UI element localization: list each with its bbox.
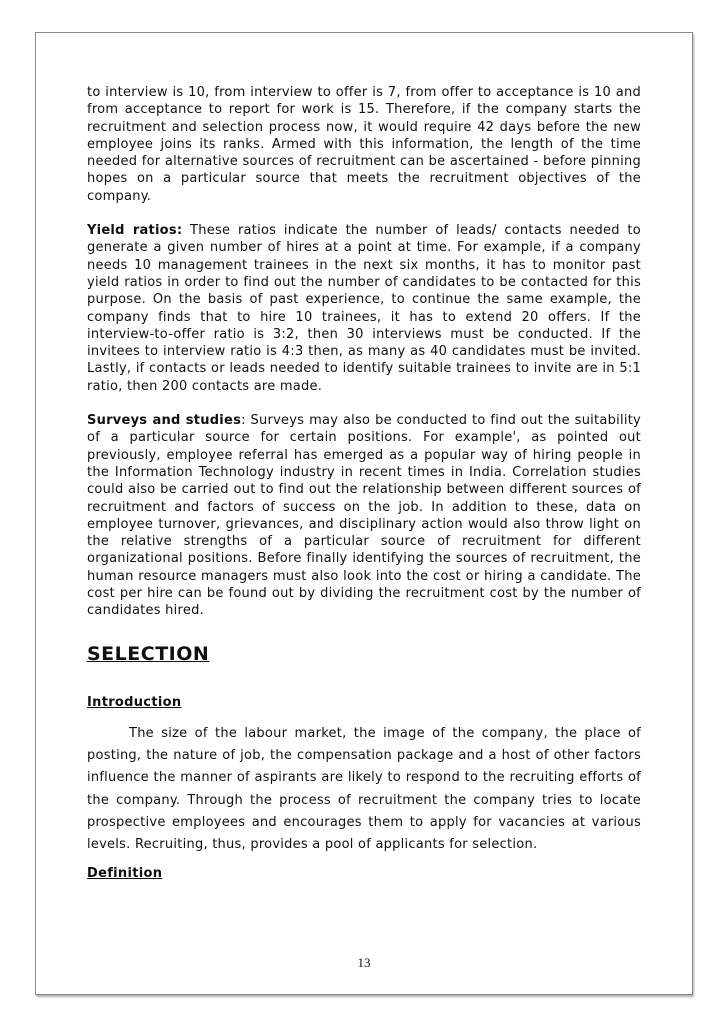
paragraph-recruitment-time: to interview is 10, from interview to offer is 7, from offer to acceptance is 10 and from acceptance to report for work is 15. Therefore, if the company starts the recruitment and selection process now, it would require 42 days before the new employee joins its ranks. Armed with this information, the length of the time needed for alternative sources of recruitment can be ascertained - before pinning hopes on a particular source that meets the recruitment objectives of the company. xyxy=(87,85,641,204)
subheading-introduction: Introduction xyxy=(87,694,182,710)
page-number: 13 xyxy=(357,955,371,970)
section-heading-selection: SELECTION xyxy=(87,642,210,665)
term-yield-ratios: Yield ratios: xyxy=(87,223,183,239)
paragraph-introduction: The size of the labour market, the image of the company, the place of posting, the nature of job, the compensation package and a host of other factors influence the manner of aspirants are likely to respond to the recruiting efforts of the company. Through the process of recruitment the company tries to locate prospective employees and encourages them to apply for vacancies at various levels. Recruiting, thus, provides a pool of applicants for selection. xyxy=(87,725,641,853)
term-surveys-studies: Surveys and studies xyxy=(87,413,242,429)
subheading-definition: Definition xyxy=(87,866,163,882)
surveys-studies-body: : Surveys may also be conducted to find out the suitability of a particular source for certain positions. For example', as pointed out previously, employee referral has emerged as a popular way of hiring people in the Information Technology industry in recent times in India. Correlation studies could also be carried out to find out the relationship between different sources of recruitment and factors of success on the job. In addition to these, data on employee turnover, grievances, and disciplinary action would also throw light on the relative strengths of a particular source of recruitment for different organizational positions. Before finally identifying the sources of recruitment, the human resource managers must also look into the cost or hiring a candidate. The cost per hire can be found out by dividing the recruitment cost by the number of candidates hired. xyxy=(87,413,641,619)
paragraph-yield-ratios xyxy=(87,222,641,395)
paragraph-surveys-studies xyxy=(87,412,641,620)
document-body xyxy=(87,84,641,894)
yield-ratios-body: These ratios indicate the number of leads/ contacts needed to generate a given number of hires at a point at time. For example, if a company needs 10 management trainees in the next six months, it has to monitor past yield ratios in order to find out the number of candidates to be contacted for this purpose. On the basis of past experience, to continue the same example, the company finds that to hire 10 trainees, it has to extend 20 offers. If the interview-to-offer ratio is 3:2, then 30 interviews must be conducted. If the invitees to interview ratio is 4:3 then, as many as 40 candidates must be invited. Lastly, if contacts or leads needed to identify suitable trainees to invite are in 5:1 ratio, then 200 contacts are made. xyxy=(87,223,641,394)
